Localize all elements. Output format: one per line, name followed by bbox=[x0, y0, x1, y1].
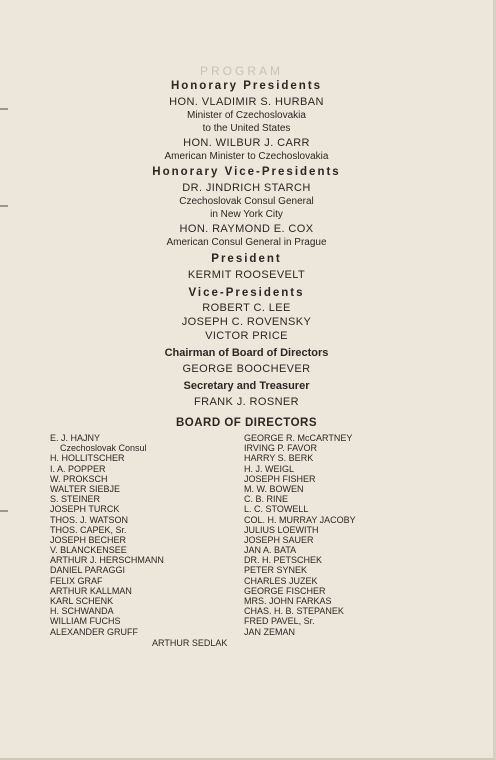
board-member: DANIEL PARAGGI bbox=[50, 565, 126, 576]
honorary-vice-presidents-heading: Honorary Vice-Presidents bbox=[152, 166, 341, 178]
board-member: CHARLES JUZEK bbox=[244, 575, 318, 586]
board-member: V. BLANCKENSEE bbox=[50, 545, 127, 556]
board-member: DR. H. PETSCHEK bbox=[244, 555, 323, 566]
board-member: ALEXANDER GRUFF bbox=[50, 626, 139, 637]
vice-president-name: VICTOR PRICE bbox=[205, 330, 288, 342]
board-member: PETER SYNEK bbox=[244, 565, 308, 576]
secretary-heading: Secretary and Treasurer bbox=[183, 380, 310, 392]
board-member: H. SCHWANDA bbox=[50, 606, 114, 617]
board-member: L. C. STOWELL bbox=[244, 504, 309, 515]
honorary-vice-president-name: DR. JINDRICH STARCH bbox=[182, 182, 311, 194]
vice-presidents-heading: Vice-Presidents bbox=[188, 287, 305, 299]
board-member: JULIUS LOEWITH bbox=[244, 524, 319, 535]
binding-mark bbox=[0, 510, 8, 512]
board-member: GEORGE FISCHER bbox=[244, 585, 326, 596]
honorary-presidents-heading: Honorary Presidents bbox=[170, 80, 323, 92]
board-member: FRED PAVEL, Sr. bbox=[244, 616, 315, 627]
honorary-president-title: Minister of Czechoslovakia bbox=[187, 110, 306, 121]
board-member: JOSEPH BECHER bbox=[50, 534, 127, 545]
honorary-president-name: HON. VLADIMIR S. HURBAN bbox=[169, 96, 324, 108]
board-member: H. HOLLITSCHER bbox=[50, 453, 125, 464]
board-member: JOSEPH SAUER bbox=[244, 534, 314, 545]
board-member: WILLIAM FUCHS bbox=[50, 616, 121, 627]
board-member: JOSEPH TURCK bbox=[50, 504, 120, 515]
board-member: I. A. POPPER bbox=[50, 463, 106, 474]
board-member: THOS. CAPEK, Sr. bbox=[50, 524, 127, 535]
board-member-last: ARTHUR SEDLAK bbox=[152, 638, 228, 648]
board-member-note: Czechoslovak Consul bbox=[60, 443, 147, 454]
board-of-directors-heading: BOARD OF DIRECTORS bbox=[175, 417, 318, 429]
board-member: MRS. JOHN FARKAS bbox=[244, 596, 332, 606]
honorary-vice-president-title: American Consul General in Prague bbox=[166, 237, 327, 248]
honorary-vice-president-title: Czechoslovak Consul General bbox=[179, 196, 314, 207]
vice-president-name: JOSEPH C. ROVENSKY bbox=[181, 316, 312, 328]
board-member: H. J. WEIGL bbox=[244, 463, 295, 474]
board-member: JAN A. BATA bbox=[244, 545, 297, 556]
board-member: IRVING P. FAVOR bbox=[244, 443, 318, 454]
honorary-vice-president-name: HON. RAYMOND E. COX bbox=[179, 223, 314, 235]
board-member: THOS. J. WATSON bbox=[50, 514, 128, 525]
board-member: HARRY S. BERK bbox=[244, 453, 314, 464]
board-member: S. STEINER bbox=[50, 494, 101, 505]
board-left-column bbox=[50, 433, 164, 637]
board-member: ARTHUR KALLMAN bbox=[50, 585, 132, 596]
vice-president-name: ROBERT C. LEE bbox=[202, 302, 291, 314]
honorary-vice-president-title: in New York City bbox=[210, 209, 283, 220]
board-member: COL. H. MURRAY JACOBY bbox=[244, 514, 356, 525]
president-name: KERMIT ROOSEVELT bbox=[187, 269, 306, 281]
board-member: KARL SCHENK bbox=[50, 596, 114, 606]
board-member: JOSEPH FISHER bbox=[244, 473, 316, 484]
board-member: E. J. HAJNY bbox=[50, 433, 101, 443]
board-right-column bbox=[244, 433, 356, 637]
board-member: JAN ZEMAN bbox=[244, 626, 296, 637]
secretary-name: FRANK J. ROSNER bbox=[193, 396, 299, 408]
chairman-name: GEORGE BOOCHEVER bbox=[182, 363, 311, 375]
board-member: M. W. BOWEN bbox=[244, 483, 304, 494]
board-member: CHAS. H. B. STEPANEK bbox=[244, 606, 344, 617]
board-member: FELIX GRAF bbox=[50, 575, 103, 586]
board-member: W. PROKSCH bbox=[50, 473, 108, 484]
honorary-president-name: HON. WILBUR J. CARR bbox=[183, 137, 310, 149]
honorary-president-title: American Minister to Czechoslovakia bbox=[164, 151, 329, 162]
president-heading: President bbox=[211, 253, 282, 265]
board-member: C. B. RINE bbox=[244, 494, 289, 505]
board-member: GEORGE R. McCARTNEY bbox=[244, 433, 353, 443]
bleed-through-heading: PROGRAM bbox=[200, 64, 284, 78]
honorary-president-title: to the United States bbox=[202, 123, 291, 134]
board-member: ARTHUR J. HERSCHMANN bbox=[50, 555, 164, 566]
board-member: WALTER SIEBJE bbox=[50, 483, 121, 494]
chairman-heading: Chairman of Board of Directors bbox=[164, 347, 329, 359]
